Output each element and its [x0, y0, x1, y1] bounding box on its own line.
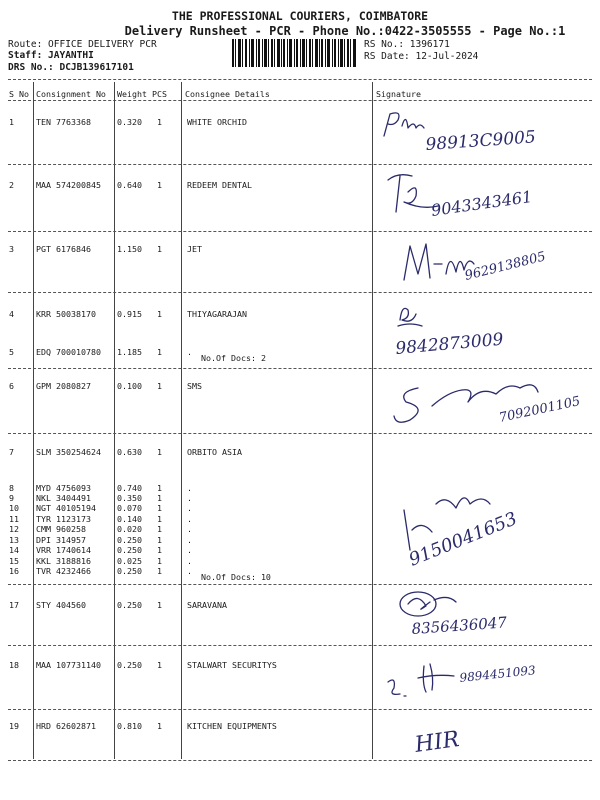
- drs-number: DRS No.: DCJB139617101: [8, 62, 134, 73]
- cell-weight: 0.810: [117, 721, 142, 731]
- cell-pcs: 1: [157, 244, 162, 254]
- cell-weight: 0.250: [117, 535, 142, 545]
- header-rule-top: [8, 79, 592, 80]
- group-separator: [8, 292, 592, 293]
- cell-consignee: .: [187, 566, 192, 576]
- table-bottom-rule: [8, 760, 592, 761]
- group-separator: [8, 231, 592, 232]
- cell-weight: 0.250: [117, 566, 142, 576]
- svg-text:9043343461: 9043343461: [429, 186, 534, 220]
- cell-sno: 6: [9, 381, 14, 391]
- cell-consignee: SMS: [187, 381, 202, 391]
- signature-19: [410, 716, 520, 760]
- header-rule-bottom: [8, 100, 592, 101]
- cell-consignee: .: [187, 545, 192, 555]
- cell-consignment-no: MAA 574200845: [36, 180, 101, 190]
- cell-consignee: WHITE ORCHID: [187, 117, 247, 127]
- cell-weight: 0.250: [117, 660, 142, 670]
- cell-sno: 15: [9, 556, 19, 566]
- cell-pcs: 1: [157, 721, 162, 731]
- cell-consignment-no: PGT 6176846: [36, 244, 91, 254]
- cell-sno: 3: [9, 244, 14, 254]
- cell-sno: 19: [9, 721, 19, 731]
- cell-weight: 0.320: [117, 117, 142, 127]
- cell-sno: 14: [9, 545, 19, 555]
- cell-weight: 0.640: [117, 180, 142, 190]
- cell-pcs: 1: [157, 503, 162, 513]
- group-separator: [8, 645, 592, 646]
- col-header-weight: Weight: [117, 89, 147, 99]
- group-separator: [8, 368, 592, 369]
- cell-consignment-no: EDQ 700010780: [36, 347, 101, 357]
- cell-consignment-no: MYD 4756093: [36, 483, 91, 493]
- cell-consignee: SARAVANA: [187, 600, 227, 610]
- col-divider-2: [114, 82, 115, 759]
- group-separator: [8, 164, 592, 165]
- cell-sno: 1: [9, 117, 14, 127]
- cell-consignment-no: NGT 40105194: [36, 503, 96, 513]
- cell-sno: 2: [9, 180, 14, 190]
- cell-sno: 13: [9, 535, 19, 545]
- cell-consignee: JET: [187, 244, 202, 254]
- staff-label: Staff: JAYANTHI: [8, 50, 94, 61]
- cell-consignee: .: [187, 503, 192, 513]
- cell-weight: 0.025: [117, 556, 142, 566]
- col-divider-1: [33, 82, 34, 759]
- cell-consignment-no: TEN 7763368: [36, 117, 91, 127]
- cell-pcs: 1: [157, 535, 162, 545]
- svg-text:9842873009: 9842873009: [394, 329, 505, 359]
- cell-sno: 17: [9, 600, 19, 610]
- svg-text:9629138805: 9629138805: [463, 249, 548, 284]
- cell-consignee: STALWART SECURITYS: [187, 660, 277, 670]
- runsheet-title: Delivery Runsheet - PCR - Phone No.:0422-3505555 - Page No.:1: [124, 24, 566, 38]
- signature-6: [388, 372, 593, 432]
- cell-weight: 0.020: [117, 524, 142, 534]
- col-header-pcs: PCS: [152, 89, 167, 99]
- cell-consignment-no: MAA 107731140: [36, 660, 101, 670]
- cell-weight: 1.185: [117, 347, 142, 357]
- col-header-signature: Signature: [376, 89, 421, 99]
- cell-weight: 1.150: [117, 244, 142, 254]
- cell-sno: 9: [9, 493, 14, 503]
- signature-3: [400, 234, 570, 290]
- svg-text:9150041653: 9150041653: [406, 508, 521, 571]
- cell-sno: 11: [9, 514, 19, 524]
- cell-weight: 0.350: [117, 493, 142, 503]
- cell-sno: 7: [9, 447, 14, 457]
- svg-text:HIR: HIR: [413, 726, 461, 758]
- svg-text:9894451093: 9894451093: [458, 663, 537, 685]
- cell-consignee: .: [187, 514, 192, 524]
- cell-sno: 10: [9, 503, 19, 513]
- cell-weight: 0.070: [117, 503, 142, 513]
- cell-sno: 12: [9, 524, 19, 534]
- cell-pcs: 1: [157, 447, 162, 457]
- cell-weight: 0.250: [117, 600, 142, 610]
- group-separator: [8, 709, 592, 710]
- cell-consignment-no: VRR 1740614: [36, 545, 91, 555]
- cell-pcs: 1: [157, 493, 162, 503]
- signature-7: [392, 460, 582, 580]
- cell-consignee: .: [187, 493, 192, 503]
- signature-2: [382, 166, 562, 230]
- docs-count-note: No.Of Docs: 10: [201, 572, 271, 582]
- col-header-sno: S No: [9, 89, 29, 99]
- barcode: [232, 39, 356, 67]
- cell-consignment-no: KKL 3188816: [36, 556, 91, 566]
- rs-date: RS Date: 12-Jul-2024: [364, 51, 479, 62]
- cell-sno: 16: [9, 566, 19, 576]
- signature-4: [392, 298, 562, 364]
- cell-weight: 0.740: [117, 483, 142, 493]
- cell-consignment-no: TYR 1123173: [36, 514, 91, 524]
- cell-sno: 8: [9, 483, 14, 493]
- cell-consignment-no: DPI 314957: [36, 535, 86, 545]
- cell-pcs: 1: [157, 545, 162, 555]
- cell-pcs: 1: [157, 117, 162, 127]
- cell-weight: 0.630: [117, 447, 142, 457]
- svg-text:7092001105: 7092001105: [497, 394, 582, 426]
- cell-pcs: 1: [157, 309, 162, 319]
- cell-consignment-no: NKL 3404491: [36, 493, 91, 503]
- col-header-consignee: Consignee Details: [185, 89, 270, 99]
- cell-consignment-no: HRD 62602871: [36, 721, 96, 731]
- signature-18: [378, 648, 578, 708]
- cell-consignee: .: [187, 556, 192, 566]
- cell-consignment-no: GPM 2080827: [36, 381, 91, 391]
- cell-pcs: 1: [157, 524, 162, 534]
- docs-count-note: No.Of Docs: 2: [201, 353, 266, 363]
- cell-consignee: REDEEM DENTAL: [187, 180, 252, 190]
- cell-consignee: .: [187, 483, 192, 493]
- cell-sno: 18: [9, 660, 19, 670]
- cell-consignee: .: [187, 535, 192, 545]
- cell-pcs: 1: [157, 566, 162, 576]
- cell-consignee: ORBITO ASIA: [187, 447, 242, 457]
- cell-consignee: .: [187, 524, 192, 534]
- cell-weight: 0.915: [117, 309, 142, 319]
- cell-pcs: 1: [157, 600, 162, 610]
- cell-weight: 0.250: [117, 545, 142, 555]
- cell-pcs: 1: [157, 347, 162, 357]
- route-label: Route: OFFICE DELIVERY PCR: [8, 39, 157, 50]
- cell-pcs: 1: [157, 180, 162, 190]
- cell-weight: 0.100: [117, 381, 142, 391]
- svg-text:98913C9005: 98913C9005: [424, 127, 537, 155]
- group-separator: [8, 584, 592, 585]
- group-separator: [8, 433, 592, 434]
- cell-pcs: 1: [157, 483, 162, 493]
- cell-consignment-no: CMM 960258: [36, 524, 86, 534]
- cell-consignee: .: [187, 347, 192, 357]
- rs-number: RS No.: 1396171: [364, 39, 450, 50]
- signature-1: [380, 106, 560, 162]
- cell-pcs: 1: [157, 660, 162, 670]
- svg-text:8356436047: 8356436047: [411, 613, 508, 638]
- cell-consignee: KITCHEN EQUIPMENTS: [187, 721, 277, 731]
- company-title: THE PROFESSIONAL COURIERS, COIMBATORE: [171, 9, 429, 23]
- signature-17: [394, 586, 574, 644]
- col-divider-4: [372, 82, 373, 759]
- cell-sno: 5: [9, 347, 14, 357]
- col-header-consignment: Consignment No: [36, 89, 106, 99]
- cell-consignment-no: SLM 350254624: [36, 447, 101, 457]
- cell-pcs: 1: [157, 381, 162, 391]
- cell-sno: 4: [9, 309, 14, 319]
- cell-consignment-no: TVR 4232466: [36, 566, 91, 576]
- cell-weight: 0.140: [117, 514, 142, 524]
- cell-consignment-no: KRR 50038170: [36, 309, 96, 319]
- cell-consignment-no: STY 404560: [36, 600, 86, 610]
- col-divider-3: [181, 82, 182, 759]
- cell-consignee: THIYAGARAJAN: [187, 309, 247, 319]
- cell-pcs: 1: [157, 514, 162, 524]
- cell-pcs: 1: [157, 556, 162, 566]
